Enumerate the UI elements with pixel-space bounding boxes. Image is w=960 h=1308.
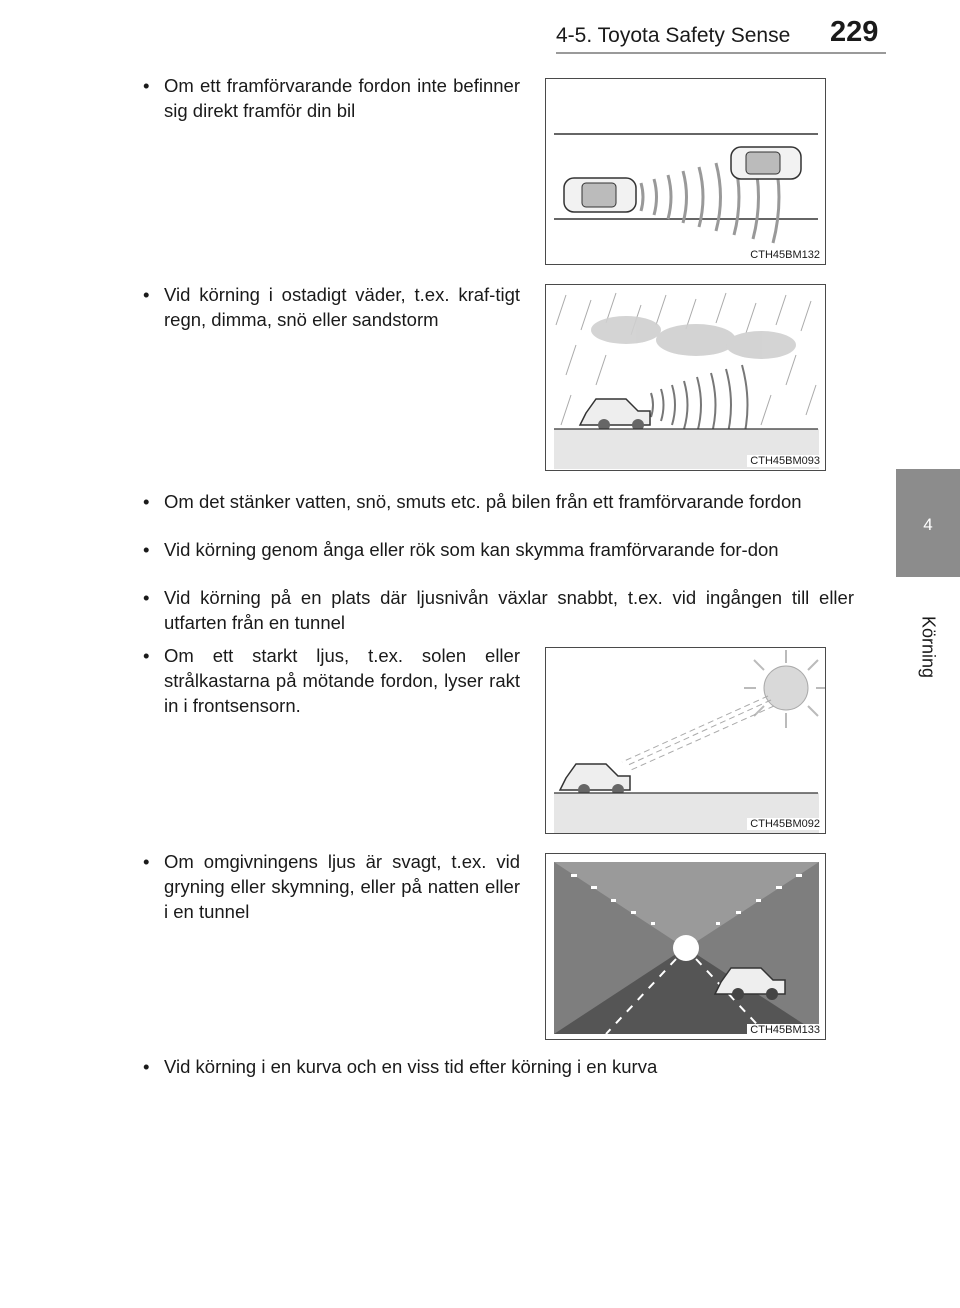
bullet-dot: • [143,587,150,608]
chapter-number: 4 [923,515,933,534]
list-item [143,73,520,123]
figure-bad-weather [545,284,826,471]
section-title: 4-5. Toyota Safety Sense [556,24,791,47]
strong-light-illustration [546,648,826,834]
list-item [143,585,854,635]
figure-code: CTH45BM092 [747,818,820,830]
figure-tunnel [545,853,826,1040]
chapter-label-text: Körning [918,615,939,679]
list-item [143,282,520,332]
list-item-text: Om det stänker vatten, snö, smuts etc. på bilen från ett framförvarande fordon [164,491,802,512]
bullet-dot: • [143,645,150,666]
list-item [143,849,520,924]
bullet-dot: • [143,539,150,560]
figure-strong-light [545,647,826,834]
figure-code: CTH45BM132 [747,249,820,261]
figure-code: CTH45BM133 [747,1024,820,1036]
bullet-dot: • [143,284,150,305]
bad-weather-illustration [546,285,826,471]
bullet-dot: • [143,75,150,96]
list-item-text: Om ett starkt ljus, t.ex. solen eller strålkastarna på mötande fordon, lyser rakt in i frontsensorn. [164,645,520,716]
list-item-text: Om ett framförvarande fordon inte befinner sig direkt framför din bil [164,75,520,121]
list-item-text: Vid körning genom ånga eller rök som kan skymma framförvarande for-don [164,539,779,560]
offset-vehicle-illustration [546,79,826,265]
bullet-dot: • [143,491,150,512]
figure-offset-vehicle [545,78,826,265]
list-item [143,537,854,562]
page-number: 229 [830,16,879,48]
list-item [143,1054,854,1079]
list-item [143,489,854,514]
list-item-text: Vid körning i ostadigt väder, t.ex. kraf-tigt regn, dimma, snö eller sandstorm [164,284,520,330]
list-item-text: Vid körning i en kurva och en viss tid efter körning i en kurva [164,1056,658,1077]
chapter-tab[interactable] [896,469,960,577]
list-item [143,643,520,718]
bullet-dot: • [143,851,150,872]
list-item-text: Vid körning på en plats där ljusnivån växlar snabbt, t.ex. vid ingången till eller utfarten från en tunnel [164,587,854,633]
chapter-label [896,592,960,702]
header-divider [556,52,886,54]
figure-code: CTH45BM093 [747,455,820,467]
list-item-text: Om omgivningens ljus är svagt, t.ex. vid gryning eller skymning, eller på natten eller i en tunnel [164,851,520,922]
tunnel-illustration [546,854,826,1040]
bullet-dot: • [143,1056,150,1077]
